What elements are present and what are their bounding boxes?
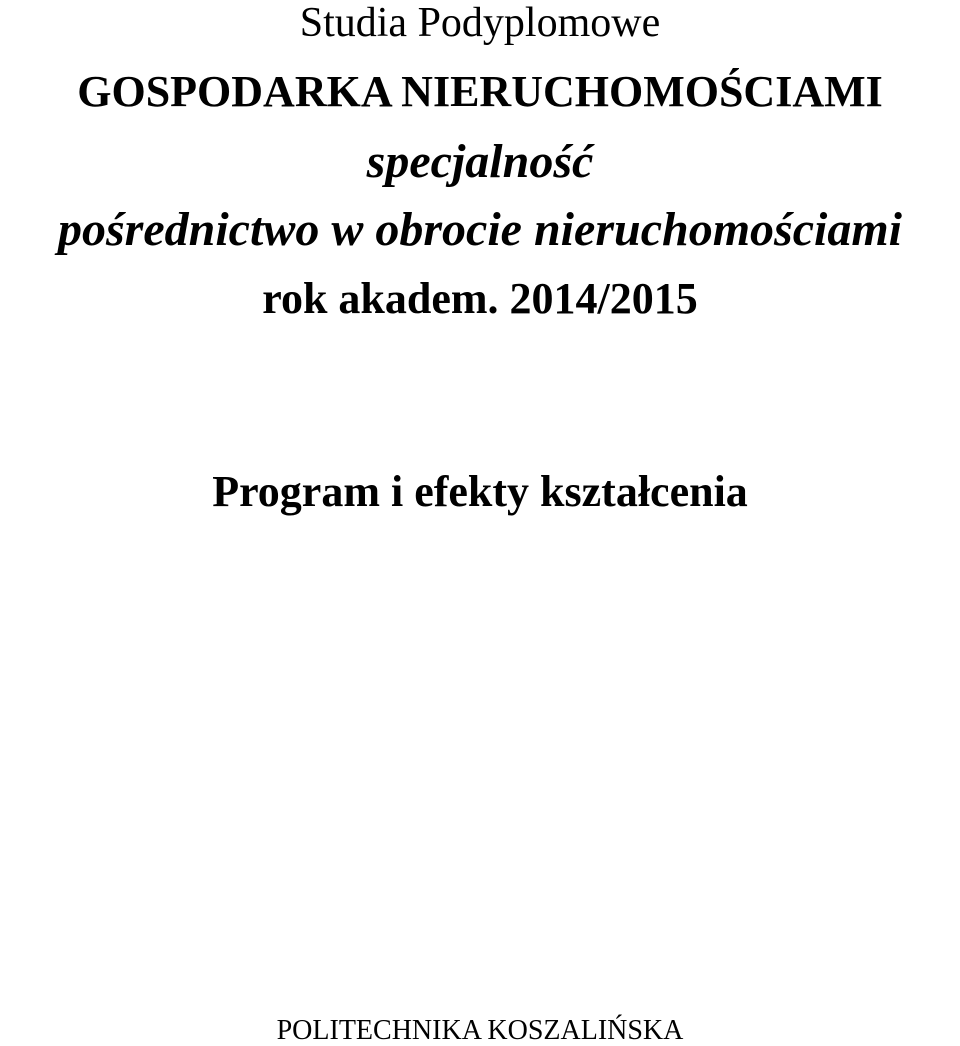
specialty-label: specjalność — [366, 135, 594, 188]
academic-year: rok akadem. 2014/2015 — [262, 274, 698, 323]
program-type-heading: Studia Podyplomowe — [299, 0, 661, 46]
section-title: Program i efekty kształcenia — [212, 467, 748, 516]
institution-name: POLITECHNIKA KOSZALIŃSKA — [276, 1015, 684, 1046]
program-name-heading: GOSPODARKA NIERUCHOMOŚCIAMI — [77, 67, 883, 116]
specialty-name: pośrednictwo w obrocie nieruchomościami — [57, 203, 903, 256]
